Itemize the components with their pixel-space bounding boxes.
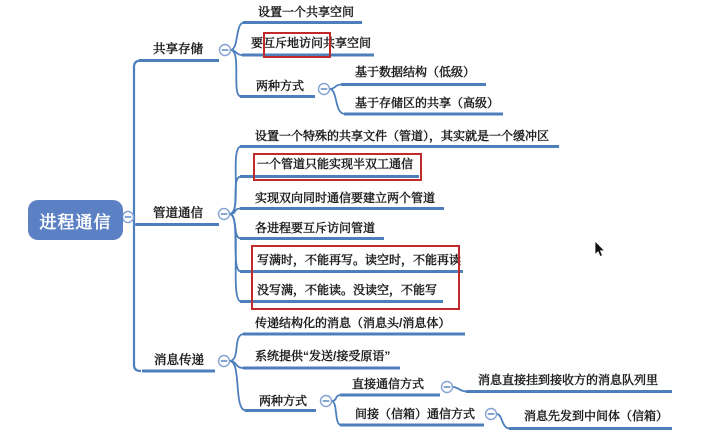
- connector-indirect-mailbox: [497, 414, 511, 429]
- node-shared-low[interactable]: 基于数据结构（低级）: [355, 65, 476, 79]
- node-message-passing[interactable]: 消息传递: [154, 353, 205, 367]
- node-message-structured[interactable]: 传递结构化的消息（消息头/消息体）: [255, 316, 451, 330]
- node-indirect-mailbox[interactable]: 消息先发到中间体（信箱）: [524, 409, 669, 423]
- node-pipe-buffer[interactable]: 设置一个特殊的共享文件（管道），其实就是一个缓冲区: [255, 129, 550, 143]
- collapse-icon-shared[interactable]: [220, 45, 231, 56]
- connector-pipe-two: [230, 209, 242, 215]
- connector-shared-low: [330, 85, 343, 90]
- node-shared-methods[interactable]: 两种方式: [256, 79, 305, 93]
- collapse-icon-direct[interactable]: [442, 382, 453, 393]
- node-message-methods[interactable]: 两种方式: [259, 394, 308, 408]
- node-direct-queue[interactable]: 消息直接挂到接收方的消息队列里: [478, 373, 659, 387]
- mouse-cursor: [594, 241, 608, 259]
- connector-pipe-empty: [230, 214, 242, 302]
- node-pipe-empty[interactable]: 没写满，不能读。没读空，不能写: [257, 283, 438, 297]
- node-message-primitives[interactable]: 系统提供“发送/接受原语”: [255, 349, 391, 363]
- connector-shared-setup: [231, 23, 245, 51]
- collapse-icon-root[interactable]: [123, 212, 134, 223]
- node-shared-setup[interactable]: 设置一个共享空间: [258, 5, 355, 19]
- collapse-icon-pipe[interactable]: [219, 209, 230, 220]
- node-message-direct[interactable]: 直接通信方式: [352, 377, 425, 391]
- collapse-icon-message[interactable]: [219, 356, 230, 367]
- connector-message-indirect: [332, 401, 342, 425]
- node-shared-mutex[interactable]: 要互斥地访问共享空间: [251, 36, 372, 50]
- collapse-icon-indirect[interactable]: [486, 409, 497, 420]
- connector-shared-high: [330, 89, 346, 114]
- connector-root-spine: [134, 61, 141, 372]
- node-pipe-two-pipes[interactable]: 实现双向同时通信要建立两个管道: [255, 191, 436, 205]
- node-message-indirect[interactable]: 间接（信箱）通信方式: [355, 407, 476, 421]
- collapse-icon-message-methods[interactable]: [321, 396, 332, 407]
- node-pipe-mutex[interactable]: 各进程要互斥访问管道: [255, 221, 376, 235]
- connector-shared-methods: [231, 50, 242, 97]
- connector-direct-queue: [453, 387, 468, 392]
- node-shared-high[interactable]: 基于存储区的共享（高级）: [355, 96, 500, 110]
- node-pipe-communication[interactable]: 管道通信: [153, 206, 204, 220]
- node-shared-storage[interactable]: 共享存储: [153, 42, 204, 56]
- collapse-icon-shared-methods[interactable]: [319, 84, 330, 95]
- connector-message-structured: [230, 334, 245, 361]
- root-node-process-communication[interactable]: 进程通信: [28, 200, 123, 240]
- connector-message-direct: [332, 395, 342, 401]
- node-pipe-half-duplex[interactable]: 一个管道只能实现半双工通信: [257, 157, 414, 171]
- node-pipe-full[interactable]: 写满时，不能再写。读空时，不能再读: [257, 253, 462, 267]
